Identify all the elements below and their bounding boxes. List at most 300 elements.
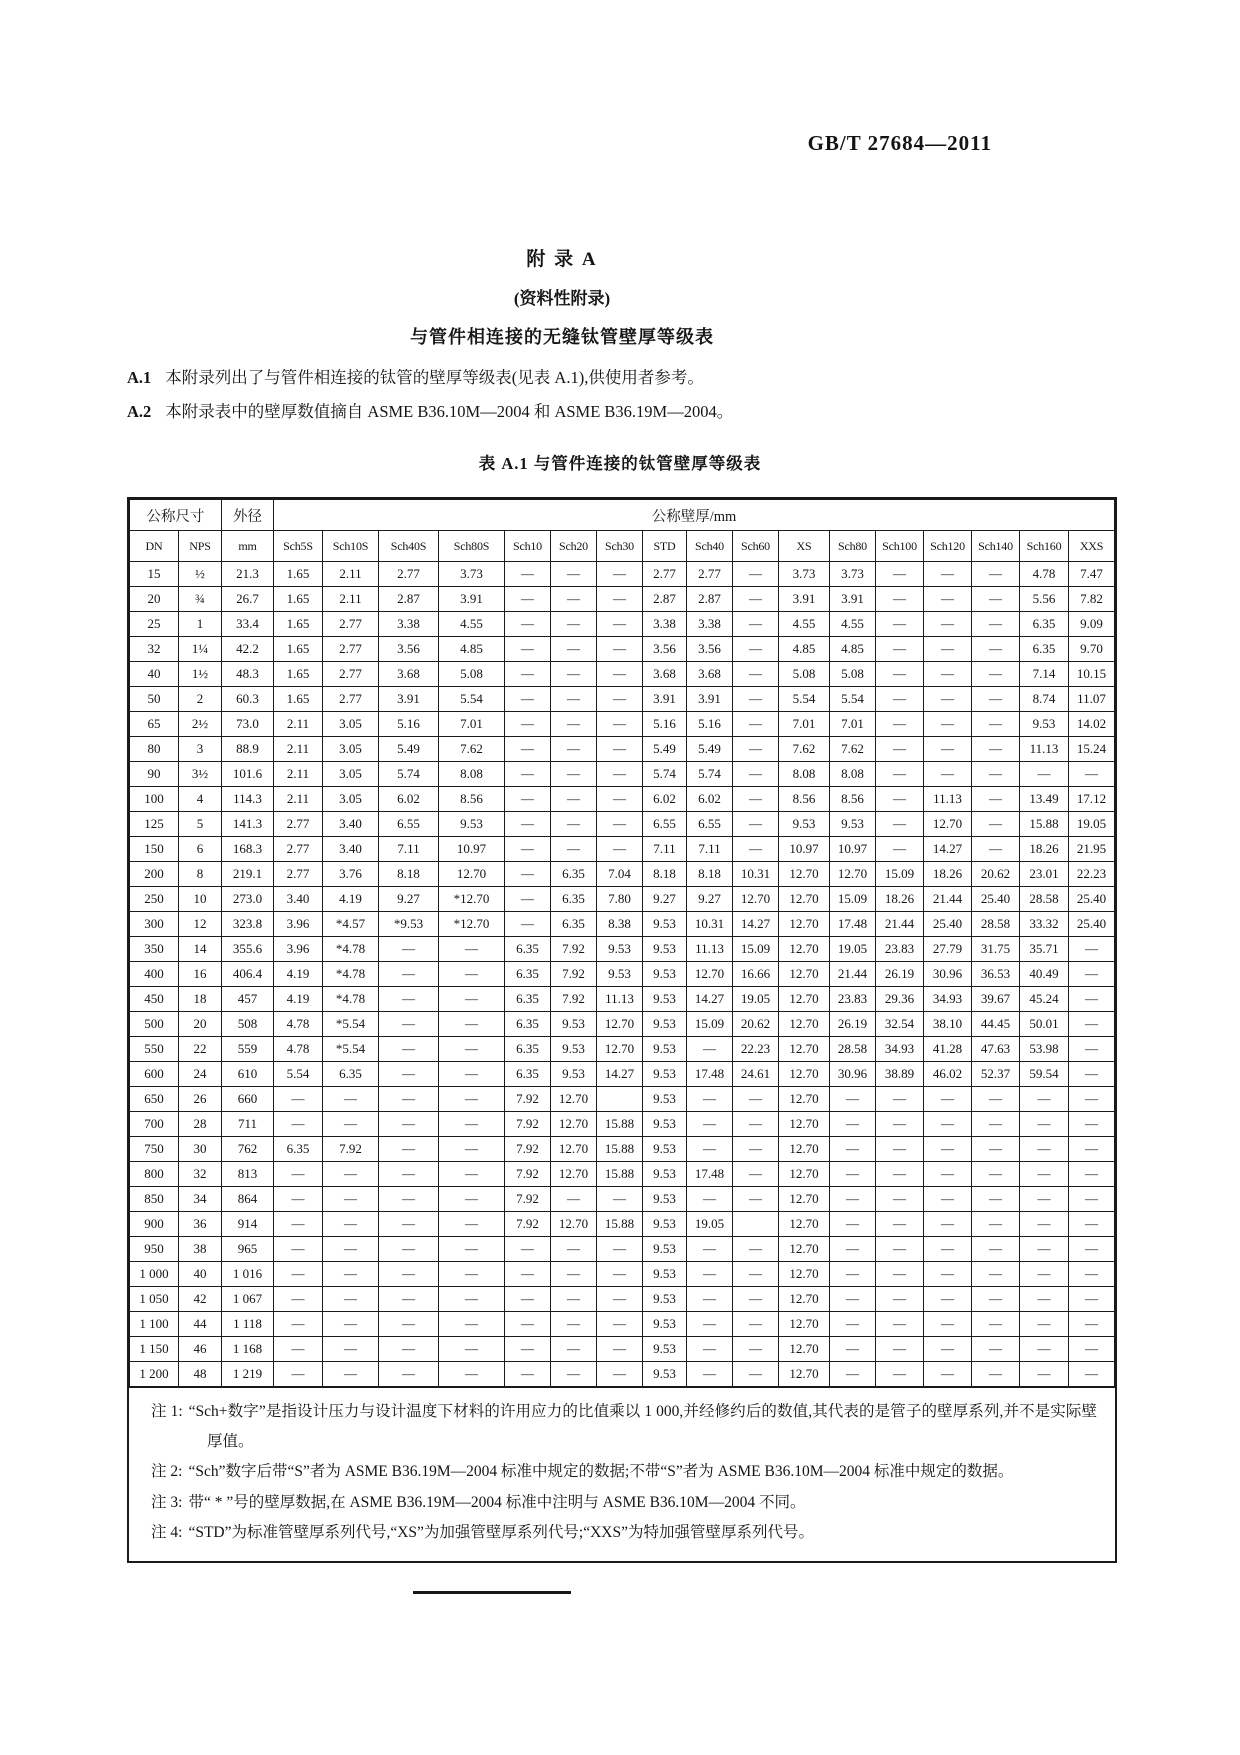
thickness-cell: 9.70 bbox=[1069, 637, 1115, 662]
thickness-cell: 12.70 bbox=[551, 1087, 597, 1112]
od-cell: 813 bbox=[222, 1162, 274, 1187]
thickness-cell: 11.13 bbox=[1020, 737, 1069, 762]
thickness-cell: 9.53 bbox=[643, 1312, 687, 1337]
thickness-cell: — bbox=[379, 1162, 439, 1187]
thickness-cell: 5.16 bbox=[643, 712, 687, 737]
thickness-cell: — bbox=[1020, 1137, 1069, 1162]
thickness-cell: — bbox=[597, 712, 643, 737]
thickness-cell: — bbox=[505, 587, 551, 612]
thickness-cell: 6.35 bbox=[551, 887, 597, 912]
thickness-cell: — bbox=[733, 637, 779, 662]
thickness-cell: — bbox=[323, 1262, 379, 1287]
thickness-cell: 9.27 bbox=[379, 887, 439, 912]
thickness-cell: 7.92 bbox=[551, 987, 597, 1012]
thickness-cell: — bbox=[505, 912, 551, 937]
thickness-cell: 15.88 bbox=[1020, 812, 1069, 837]
thickness-cell: 25.40 bbox=[1069, 887, 1115, 912]
thickness-cell: — bbox=[439, 1287, 505, 1312]
thickness-cell: 12.70 bbox=[779, 862, 830, 887]
thickness-cell: 6.02 bbox=[687, 787, 733, 812]
table-row bbox=[130, 1137, 1115, 1162]
nps-cell: 48 bbox=[179, 1362, 222, 1387]
thickness-cell: — bbox=[505, 812, 551, 837]
thickness-cell: — bbox=[323, 1362, 379, 1387]
thickness-cell: 12.70 bbox=[597, 1037, 643, 1062]
thickness-cell: 3.91 bbox=[439, 587, 505, 612]
dn-cell: 32 bbox=[130, 637, 179, 662]
thickness-cell: 9.53 bbox=[643, 1212, 687, 1237]
thickness-cell: 2.11 bbox=[323, 587, 379, 612]
column-header: XXS bbox=[1069, 531, 1115, 562]
thickness-cell: 4.55 bbox=[830, 612, 876, 637]
thickness-cell: 5.08 bbox=[830, 662, 876, 687]
thickness-cell: — bbox=[439, 1087, 505, 1112]
od-cell: 1 118 bbox=[222, 1312, 274, 1337]
table-row bbox=[130, 1187, 1115, 1212]
thickness-cell: 10.97 bbox=[779, 837, 830, 862]
appendix-title: 附 录 A bbox=[526, 249, 598, 270]
thickness-cell: — bbox=[323, 1212, 379, 1237]
thickness-cell: — bbox=[597, 662, 643, 687]
thickness-cell: — bbox=[379, 1112, 439, 1137]
thickness-cell: 9.53 bbox=[643, 1262, 687, 1287]
thickness-cell: 3.56 bbox=[687, 637, 733, 662]
nps-cell: 1½ bbox=[179, 662, 222, 687]
column-header: STD bbox=[643, 531, 687, 562]
thickness-cell: 7.62 bbox=[779, 737, 830, 762]
thickness-cell: 11.13 bbox=[924, 787, 972, 812]
thickness-cell: — bbox=[687, 1112, 733, 1137]
table-row bbox=[130, 787, 1115, 812]
thickness-cell: 12.70 bbox=[597, 1012, 643, 1037]
thickness-cell: 34.93 bbox=[924, 987, 972, 1012]
od-cell: 21.3 bbox=[222, 562, 274, 587]
thickness-cell: — bbox=[1020, 1162, 1069, 1187]
od-cell: 73.0 bbox=[222, 712, 274, 737]
thickness-cell: — bbox=[876, 1287, 924, 1312]
thickness-cell: 28.58 bbox=[972, 912, 1020, 937]
thickness-cell: 7.11 bbox=[379, 837, 439, 862]
thickness-cell: — bbox=[924, 1112, 972, 1137]
appendix-heading bbox=[127, 244, 997, 349]
nps-cell: 40 bbox=[179, 1262, 222, 1287]
thickness-cell: 12.70 bbox=[439, 862, 505, 887]
od-cell: 219.1 bbox=[222, 862, 274, 887]
thickness-cell: — bbox=[1020, 1262, 1069, 1287]
thickness-cell: — bbox=[597, 687, 643, 712]
thickness-cell: 21.95 bbox=[1069, 837, 1115, 862]
thickness-cell: 7.80 bbox=[597, 887, 643, 912]
clause-text: 本附录列出了与管件相连接的钛管的壁厚等级表(见表 A.1),供使用者参考。 bbox=[165, 368, 704, 387]
thickness-cell: — bbox=[1020, 1112, 1069, 1137]
nps-cell: 14 bbox=[179, 937, 222, 962]
column-header: Sch40 bbox=[687, 531, 733, 562]
thickness-cell: — bbox=[972, 612, 1020, 637]
thickness-cell: 12.70 bbox=[779, 1237, 830, 1262]
table-row bbox=[130, 962, 1115, 987]
thickness-cell: — bbox=[687, 1087, 733, 1112]
thickness-cell: 3.38 bbox=[379, 612, 439, 637]
thickness-cell: — bbox=[505, 762, 551, 787]
thickness-cell: 1.65 bbox=[274, 587, 323, 612]
thickness-cell: — bbox=[876, 1362, 924, 1387]
thickness-cell: — bbox=[830, 1312, 876, 1337]
thickness-cell: 3.05 bbox=[323, 737, 379, 762]
thickness-cell: — bbox=[274, 1237, 323, 1262]
thickness-cell: 30.96 bbox=[924, 962, 972, 987]
thickness-cell: 6.35 bbox=[551, 862, 597, 887]
nps-cell: 24 bbox=[179, 1062, 222, 1087]
appendix-name: 与管件相连接的无缝钛管壁厚等级表 bbox=[410, 327, 714, 347]
nps-cell: 26 bbox=[179, 1087, 222, 1112]
thickness-cell: 1.65 bbox=[274, 612, 323, 637]
nps-cell: 1 bbox=[179, 612, 222, 637]
end-of-document-line bbox=[413, 1591, 571, 1594]
thickness-cell: 39.67 bbox=[972, 987, 1020, 1012]
thickness-cell: 3.68 bbox=[379, 662, 439, 687]
thickness-cell: — bbox=[505, 687, 551, 712]
dn-cell: 1 100 bbox=[130, 1312, 179, 1337]
od-cell: 508 bbox=[222, 1012, 274, 1037]
thickness-cell: — bbox=[972, 1162, 1020, 1187]
thickness-cell: — bbox=[924, 687, 972, 712]
dn-cell: 300 bbox=[130, 912, 179, 937]
thickness-cell: — bbox=[439, 1137, 505, 1162]
thickness-cell: — bbox=[1069, 1212, 1115, 1237]
thickness-cell: 8.08 bbox=[779, 762, 830, 787]
thickness-cell: — bbox=[1020, 1362, 1069, 1387]
table-row bbox=[130, 737, 1115, 762]
table-note bbox=[151, 1457, 1097, 1487]
thickness-cell: — bbox=[830, 1337, 876, 1362]
thickness-cell: 14.27 bbox=[924, 837, 972, 862]
thickness-cell: *9.53 bbox=[379, 912, 439, 937]
thickness-cell: 5.54 bbox=[439, 687, 505, 712]
thickness-cell: — bbox=[687, 1187, 733, 1212]
thickness-cell: — bbox=[274, 1162, 323, 1187]
thickness-cell: 9.53 bbox=[643, 1087, 687, 1112]
column-header: Sch160 bbox=[1020, 531, 1069, 562]
thickness-cell: *4.78 bbox=[323, 937, 379, 962]
thickness-cell: 25.40 bbox=[924, 912, 972, 937]
thickness-cell: 7.62 bbox=[830, 737, 876, 762]
thickness-cell: — bbox=[379, 1287, 439, 1312]
table-group-header-row bbox=[130, 500, 1115, 531]
thickness-cell: — bbox=[924, 762, 972, 787]
thickness-cell: 40.49 bbox=[1020, 962, 1069, 987]
thickness-cell: 3.91 bbox=[779, 587, 830, 612]
thickness-cell: 53.98 bbox=[1020, 1037, 1069, 1062]
thickness-cell: 12.70 bbox=[779, 1362, 830, 1387]
od-cell: 88.9 bbox=[222, 737, 274, 762]
thickness-cell: — bbox=[733, 1162, 779, 1187]
od-cell: 101.6 bbox=[222, 762, 274, 787]
thickness-cell: — bbox=[972, 787, 1020, 812]
thickness-cell: 6.35 bbox=[505, 1037, 551, 1062]
thickness-cell: — bbox=[876, 662, 924, 687]
thickness-cell: — bbox=[1069, 1337, 1115, 1362]
thickness-cell: 1.65 bbox=[274, 562, 323, 587]
thickness-cell: 10.15 bbox=[1069, 662, 1115, 687]
thickness-cell: — bbox=[876, 1237, 924, 1262]
thickness-cell: 3.68 bbox=[643, 662, 687, 687]
clause-label: A.2 bbox=[127, 402, 152, 421]
thickness-cell: 2.77 bbox=[323, 662, 379, 687]
thickness-cell: — bbox=[274, 1087, 323, 1112]
thickness-cell: 9.53 bbox=[643, 1237, 687, 1262]
thickness-cell: 23.83 bbox=[830, 987, 876, 1012]
thickness-cell: — bbox=[733, 587, 779, 612]
thickness-cell: 6.35 bbox=[505, 962, 551, 987]
nps-cell: 8 bbox=[179, 862, 222, 887]
thickness-cell: — bbox=[379, 1262, 439, 1287]
thickness-cell: 13.49 bbox=[1020, 787, 1069, 812]
nps-cell: 42 bbox=[179, 1287, 222, 1312]
thickness-cell: 2.11 bbox=[274, 712, 323, 737]
dn-cell: 250 bbox=[130, 887, 179, 912]
thickness-cell: 9.53 bbox=[643, 1012, 687, 1037]
nps-cell: 32 bbox=[179, 1162, 222, 1187]
thickness-cell: — bbox=[972, 1337, 1020, 1362]
thickness-cell: 10.97 bbox=[439, 837, 505, 862]
thickness-cell: 8.56 bbox=[439, 787, 505, 812]
thickness-cell: 15.88 bbox=[597, 1137, 643, 1162]
thickness-cell: — bbox=[505, 662, 551, 687]
thickness-cell: *5.54 bbox=[323, 1037, 379, 1062]
thickness-cell: 7.92 bbox=[551, 937, 597, 962]
thickness-cell: *4.78 bbox=[323, 987, 379, 1012]
thickness-cell: 8.56 bbox=[830, 787, 876, 812]
thickness-cell: — bbox=[972, 1187, 1020, 1212]
thickness-cell: — bbox=[972, 1087, 1020, 1112]
thickness-cell: — bbox=[733, 1087, 779, 1112]
dn-cell: 950 bbox=[130, 1237, 179, 1262]
thickness-cell: — bbox=[1069, 1187, 1115, 1212]
thickness-cell: — bbox=[733, 1312, 779, 1337]
thickness-cell: — bbox=[551, 737, 597, 762]
thickness-cell: 2.87 bbox=[379, 587, 439, 612]
thickness-cell: — bbox=[687, 1312, 733, 1337]
thickness-table bbox=[127, 497, 1117, 1563]
note-label: 注 3: bbox=[151, 1493, 183, 1511]
table-row bbox=[130, 912, 1115, 937]
table-row bbox=[130, 587, 1115, 612]
thickness-cell: 3.40 bbox=[323, 837, 379, 862]
thickness-cell: — bbox=[551, 1262, 597, 1287]
nps-cell: 3 bbox=[179, 737, 222, 762]
table-row bbox=[130, 1037, 1115, 1062]
thickness-cell: — bbox=[439, 1187, 505, 1212]
thickness-cell: — bbox=[924, 1137, 972, 1162]
thickness-cell: 18.26 bbox=[924, 862, 972, 887]
thickness-cell: 5.74 bbox=[643, 762, 687, 787]
thickness-cell: 3.68 bbox=[687, 662, 733, 687]
thickness-cell: 9.53 bbox=[1020, 712, 1069, 737]
thickness-cell: — bbox=[323, 1087, 379, 1112]
thickness-cell: — bbox=[439, 1112, 505, 1137]
nps-cell: 6 bbox=[179, 837, 222, 862]
dn-cell: 100 bbox=[130, 787, 179, 812]
dn-cell: 20 bbox=[130, 587, 179, 612]
thickness-cell: — bbox=[876, 1087, 924, 1112]
thickness-cell: 7.92 bbox=[505, 1137, 551, 1162]
thickness-cell: 4.85 bbox=[439, 637, 505, 662]
thickness-cell: 2.11 bbox=[274, 787, 323, 812]
thickness-cell: 12.70 bbox=[779, 1087, 830, 1112]
thickness-cell: 15.09 bbox=[876, 862, 924, 887]
thickness-cell: — bbox=[924, 1087, 972, 1112]
thickness-cell: — bbox=[830, 1137, 876, 1162]
thickness-cell: 3.96 bbox=[274, 912, 323, 937]
thickness-cell: — bbox=[924, 662, 972, 687]
thickness-cell: — bbox=[505, 862, 551, 887]
standard-number: GB/T 27684—2011 bbox=[807, 131, 992, 155]
thickness-cell: 4.85 bbox=[830, 637, 876, 662]
thickness-cell: — bbox=[505, 1237, 551, 1262]
thickness-cell: — bbox=[274, 1187, 323, 1212]
thickness-cell: 12.70 bbox=[779, 1187, 830, 1212]
thickness-cell: — bbox=[924, 1312, 972, 1337]
od-cell: 273.0 bbox=[222, 887, 274, 912]
thickness-cell: — bbox=[551, 712, 597, 737]
thickness-cell: — bbox=[924, 637, 972, 662]
thickness-cell: *5.54 bbox=[323, 1012, 379, 1037]
thickness-cell: 3.38 bbox=[643, 612, 687, 637]
thickness-cell: 23.01 bbox=[1020, 862, 1069, 887]
thickness-cell: 12.70 bbox=[779, 912, 830, 937]
thickness-cell: 6.35 bbox=[505, 1062, 551, 1087]
od-cell: 33.4 bbox=[222, 612, 274, 637]
thickness-cell: 9.53 bbox=[830, 812, 876, 837]
thickness-cell: — bbox=[597, 562, 643, 587]
thickness-cell: 11.13 bbox=[687, 937, 733, 962]
thickness-cell: — bbox=[439, 1212, 505, 1237]
thickness-cell: — bbox=[733, 1237, 779, 1262]
thickness-cell: — bbox=[1069, 937, 1115, 962]
nps-cell: 22 bbox=[179, 1037, 222, 1062]
thickness-cell: 5.74 bbox=[687, 762, 733, 787]
thickness-cell: — bbox=[597, 762, 643, 787]
thickness-cell: — bbox=[972, 1362, 1020, 1387]
clause-label: A.1 bbox=[127, 368, 152, 387]
thickness-cell: 9.53 bbox=[643, 1187, 687, 1212]
thickness-cell: — bbox=[733, 837, 779, 862]
thickness-cell: — bbox=[876, 1112, 924, 1137]
thickness-cell: — bbox=[323, 1312, 379, 1337]
thickness-cell: 2.77 bbox=[323, 637, 379, 662]
thickness-cell: 2.77 bbox=[379, 562, 439, 587]
od-cell: 660 bbox=[222, 1087, 274, 1112]
thickness-cell: 41.28 bbox=[924, 1037, 972, 1062]
thickness-cell: — bbox=[439, 987, 505, 1012]
thickness-cell: 32.54 bbox=[876, 1012, 924, 1037]
thickness-cell: 45.24 bbox=[1020, 987, 1069, 1012]
thickness-cell: 12.70 bbox=[551, 1162, 597, 1187]
column-header: Sch60 bbox=[733, 531, 779, 562]
thickness-cell: — bbox=[551, 1237, 597, 1262]
thickness-cell: 9.53 bbox=[643, 912, 687, 937]
thickness-cell: — bbox=[274, 1262, 323, 1287]
thickness-cell: 6.35 bbox=[1020, 637, 1069, 662]
thickness-cell: 9.53 bbox=[551, 1012, 597, 1037]
thickness-cell: — bbox=[597, 1262, 643, 1287]
thickness-cell: — bbox=[439, 962, 505, 987]
note-label: 注 4: bbox=[151, 1523, 183, 1541]
table-caption: 表 A.1 与管件连接的钛管壁厚等级表 bbox=[478, 454, 762, 473]
thickness-cell: 3.05 bbox=[323, 712, 379, 737]
dn-cell: 1 200 bbox=[130, 1362, 179, 1387]
thickness-cell: 6.55 bbox=[379, 812, 439, 837]
thickness-cell: 16.66 bbox=[733, 962, 779, 987]
thickness-cell: — bbox=[1020, 1237, 1069, 1262]
dn-cell: 1 050 bbox=[130, 1287, 179, 1312]
thickness-cell: 26.19 bbox=[830, 1012, 876, 1037]
table-notes bbox=[129, 1387, 1115, 1561]
nps-cell: 28 bbox=[179, 1112, 222, 1137]
od-cell: 1 067 bbox=[222, 1287, 274, 1312]
column-header: Sch30 bbox=[597, 531, 643, 562]
thickness-cell: — bbox=[274, 1287, 323, 1312]
column-header: Sch80S bbox=[439, 531, 505, 562]
thickness-cell: — bbox=[876, 1312, 924, 1337]
thickness-cell: — bbox=[1020, 762, 1069, 787]
column-header: NPS bbox=[179, 531, 222, 562]
dn-cell: 40 bbox=[130, 662, 179, 687]
table-row bbox=[130, 987, 1115, 1012]
thickness-cell: 15.09 bbox=[733, 937, 779, 962]
thickness-cell: 9.53 bbox=[551, 1037, 597, 1062]
thickness-cell: — bbox=[876, 787, 924, 812]
thickness-cell: 12.70 bbox=[779, 1162, 830, 1187]
od-cell: 1 016 bbox=[222, 1262, 274, 1287]
thickness-cell: — bbox=[1020, 1087, 1069, 1112]
od-cell: 114.3 bbox=[222, 787, 274, 812]
thickness-cell: — bbox=[972, 1212, 1020, 1237]
thickness-cell: — bbox=[830, 1362, 876, 1387]
thickness-cell: — bbox=[733, 687, 779, 712]
thickness-cell: 12.70 bbox=[779, 1312, 830, 1337]
thickness-cell: 3.91 bbox=[687, 687, 733, 712]
thickness-cell: — bbox=[439, 1337, 505, 1362]
column-header: XS bbox=[779, 531, 830, 562]
thickness-cell: 50.01 bbox=[1020, 1012, 1069, 1037]
note-label: 注 1: bbox=[151, 1403, 183, 1420]
thickness-cell: 7.01 bbox=[779, 712, 830, 737]
thickness-cell: — bbox=[830, 1087, 876, 1112]
thickness-cell: 24.61 bbox=[733, 1062, 779, 1087]
thickness-cell: 3.96 bbox=[274, 937, 323, 962]
thickness-cell: 8.08 bbox=[439, 762, 505, 787]
thickness-cell: 19.05 bbox=[830, 937, 876, 962]
thickness-cell: 3.76 bbox=[323, 862, 379, 887]
table-note bbox=[151, 1397, 1097, 1457]
thickness-cell: — bbox=[551, 587, 597, 612]
column-header: Sch80 bbox=[830, 531, 876, 562]
thickness-cell: 4.19 bbox=[274, 987, 323, 1012]
thickness-cell: 21.44 bbox=[876, 912, 924, 937]
thickness-cell: — bbox=[274, 1337, 323, 1362]
thickness-cell: 5.16 bbox=[687, 712, 733, 737]
note-text: “STD”为标准管壁厚系列代号,“XS”为加强管壁厚系列代号;“XXS”为特加强管壁厚系列代号。 bbox=[188, 1523, 815, 1541]
thickness-cell: 4.78 bbox=[274, 1012, 323, 1037]
thickness-cell: — bbox=[551, 837, 597, 862]
thickness-cell: — bbox=[505, 837, 551, 862]
thickness-cell: — bbox=[379, 1137, 439, 1162]
od-cell: 323.8 bbox=[222, 912, 274, 937]
thickness-cell: — bbox=[733, 762, 779, 787]
thickness-cell: 15.88 bbox=[597, 1212, 643, 1237]
column-header: Sch20 bbox=[551, 531, 597, 562]
